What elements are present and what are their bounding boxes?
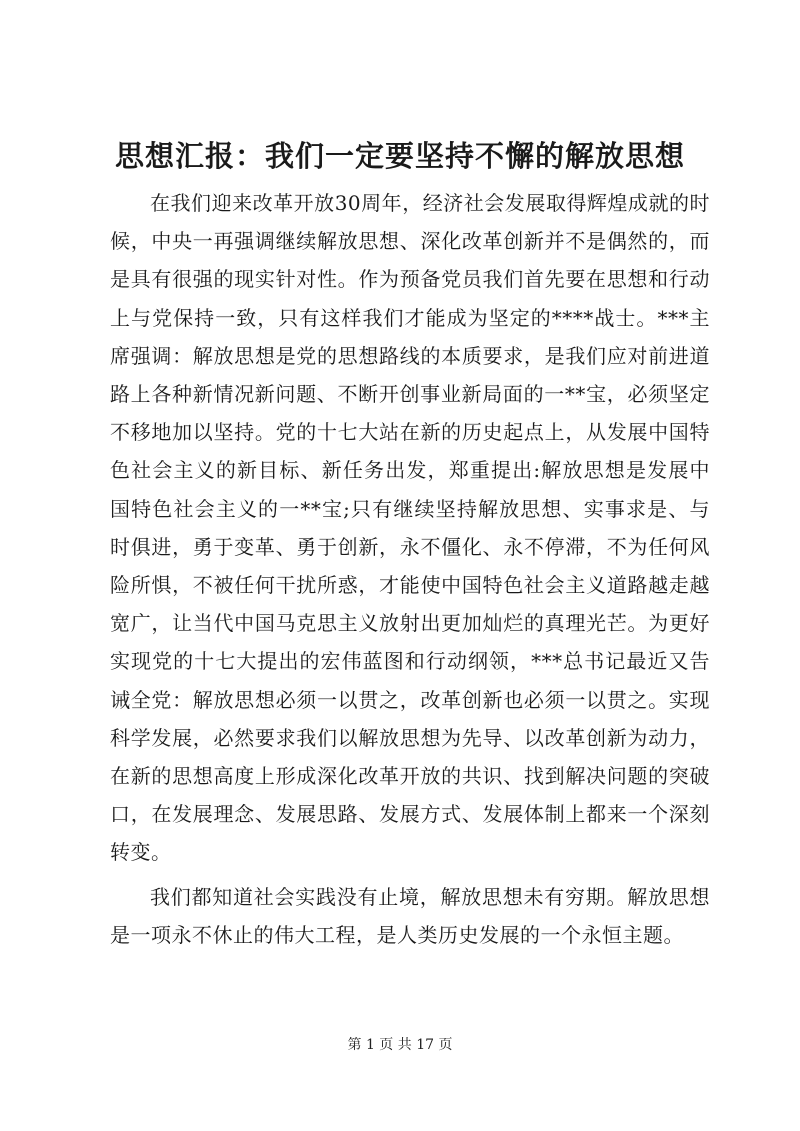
document-body <box>110 184 710 954</box>
page-number-footer: 第 1 页 共 17 页 <box>347 1037 453 1053</box>
paragraph-2: 我们都知道社会实践没有止境，解放思想未有穷期。解放思想是一项永不休止的伟大工程，是人类历史发展的一个永恒主题。 <box>110 884 710 947</box>
paragraph-1: 在我们迎来改革开放30周年，经济社会发展取得辉煌成就的时候，中央一再强调继续解放思想、深化改革创新并不是偶然的，而是具有很强的现实针对性。作为预备党员我们首先要在思想和行动上与党保持一致，只有这样我们才能成为坚定的****战士。***主席强调：解放思想是党的思想路线的本质要求，是我们应对前进道路上各种新情况新问题、不断开创事业新局面的一**宝，必须坚定不移地加以坚持。党的十七大站在新的历史起点上，从发展中国特色社会主义的新目标、新任务出发，郑重提出:解放思想是发展中国特色社会主义的一**宝;只有继续坚持解放思想、实事求是、与时俱进，勇于变革、勇于创新，永不僵化、永不停滞，不为任何风险所惧，不被任何干扰所惑，才能使中国特色社会主义道路越走越宽广，让当代中国马克思主义放射出更加灿烂的真理光芒。为更好实现党的十七大提出的宏伟蓝图和行动纲领，***总书记最近又告诫全党：解放思想必须一以贯之，改革创新也必须一以贯之。实现科学发展，必然要求我们以解放思想为先导、以改革创新为动力，在新的思想高度上形成深化改革开放的共识、找到解决问题的突破口，在发展理念、发展思路、发展方式、发展体制上都来一个深刻转变。 <box>110 191 710 865</box>
document-title: 思想汇报：我们一定要坚持不懈的解放思想 <box>114 139 685 173</box>
